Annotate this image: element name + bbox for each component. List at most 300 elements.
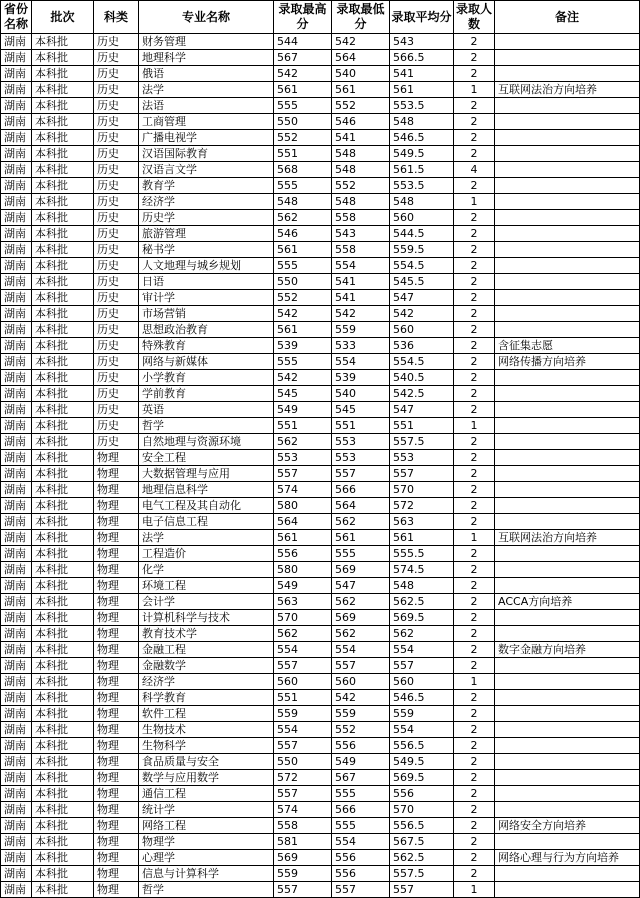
table-cell: 本科批: [32, 610, 94, 626]
table-row: [1, 578, 640, 594]
table-cell: 549: [274, 402, 332, 418]
table-cell: 554: [332, 354, 390, 370]
table-cell: 历史: [94, 306, 139, 322]
table-cell: 559: [274, 866, 332, 882]
table-cell: 物理学: [139, 834, 274, 850]
table-cell: 本科批: [32, 578, 94, 594]
table-cell: 557: [390, 466, 454, 482]
table-cell: 本科批: [32, 850, 94, 866]
table-cell: [495, 546, 640, 562]
table-cell: 历史: [94, 402, 139, 418]
table-cell: 本科批: [32, 402, 94, 418]
table-cell: 554: [332, 258, 390, 274]
table-cell: 安全工程: [139, 450, 274, 466]
table-cell: 561: [390, 82, 454, 98]
table-row: [1, 178, 640, 194]
table-cell: 湖南: [1, 594, 32, 610]
table-cell: 本科批: [32, 834, 94, 850]
table-cell: 湖南: [1, 258, 32, 274]
table-cell: 549.5: [390, 146, 454, 162]
table-cell: [495, 274, 640, 290]
table-cell: 物理: [94, 498, 139, 514]
table-cell: 本科批: [32, 290, 94, 306]
table-row: [1, 210, 640, 226]
table-cell: 物理: [94, 658, 139, 674]
table-cell: 汉语国际教育: [139, 146, 274, 162]
table-cell: 561: [274, 242, 332, 258]
table-cell: [495, 690, 640, 706]
table-cell: [495, 514, 640, 530]
table-cell: 小学教育: [139, 370, 274, 386]
table-cell: [495, 722, 640, 738]
table-cell: [495, 882, 640, 898]
table-cell: [495, 306, 640, 322]
table-cell: 本科批: [32, 514, 94, 530]
table-cell: 543: [332, 226, 390, 242]
table-cell: 572: [390, 498, 454, 514]
table-cell: 2: [454, 66, 495, 82]
table-cell: 湖南: [1, 802, 32, 818]
table-cell: 湖南: [1, 402, 32, 418]
table-cell: 549.5: [390, 754, 454, 770]
table-cell: [495, 658, 640, 674]
table-cell: 546: [274, 226, 332, 242]
table-cell: 物理: [94, 642, 139, 658]
table-cell: 软件工程: [139, 706, 274, 722]
table-cell: 法语: [139, 98, 274, 114]
table-cell: 本科批: [32, 354, 94, 370]
table-cell: 含征集志愿: [495, 338, 640, 354]
table-row: [1, 338, 640, 354]
table-cell: 545.5: [390, 274, 454, 290]
table-cell: 570: [274, 610, 332, 626]
table-cell: 历史: [94, 98, 139, 114]
table-cell: 物理: [94, 850, 139, 866]
table-cell: 561: [390, 530, 454, 546]
table-cell: 心理学: [139, 850, 274, 866]
table-cell: 物理: [94, 690, 139, 706]
table-cell: 542: [332, 306, 390, 322]
table-cell: 555: [332, 546, 390, 562]
table-cell: 本科批: [32, 770, 94, 786]
table-cell: 2: [454, 834, 495, 850]
table-cell: 会计学: [139, 594, 274, 610]
table-cell: 553: [332, 450, 390, 466]
table-cell: 湖南: [1, 562, 32, 578]
table-cell: 历史: [94, 418, 139, 434]
table-row: [1, 562, 640, 578]
table-cell: 物理: [94, 482, 139, 498]
table-cell: [495, 562, 640, 578]
table-cell: 558: [332, 210, 390, 226]
table-cell: 秘书学: [139, 242, 274, 258]
table-cell: 2: [454, 370, 495, 386]
table-cell: 湖南: [1, 34, 32, 50]
table-cell: 559: [332, 322, 390, 338]
table-cell: 551: [274, 690, 332, 706]
table-cell: 559: [390, 706, 454, 722]
table-cell: 554: [332, 642, 390, 658]
table-cell: 554: [390, 722, 454, 738]
table-cell: 539: [274, 338, 332, 354]
table-cell: 物理: [94, 450, 139, 466]
table-cell: 540.5: [390, 370, 454, 386]
table-row: [1, 162, 640, 178]
table-cell: 564: [332, 50, 390, 66]
table-cell: 物理: [94, 514, 139, 530]
table-cell: 2: [454, 754, 495, 770]
table-cell: 本科批: [32, 322, 94, 338]
table-cell: 2: [454, 114, 495, 130]
table-cell: 本科批: [32, 754, 94, 770]
table-cell: 学前教育: [139, 386, 274, 402]
table-cell: 555: [274, 98, 332, 114]
table-cell: 本科批: [32, 866, 94, 882]
table-cell: 2: [454, 434, 495, 450]
table-cell: 历史: [94, 162, 139, 178]
table-cell: 556: [332, 866, 390, 882]
table-cell: 548: [390, 194, 454, 210]
table-cell: 563: [390, 514, 454, 530]
table-cell: 湖南: [1, 882, 32, 898]
table-cell: 湖南: [1, 498, 32, 514]
table-cell: 历史: [94, 194, 139, 210]
table-cell: 财务管理: [139, 34, 274, 50]
table-cell: 历史: [94, 258, 139, 274]
table-cell: 566: [332, 802, 390, 818]
table-cell: 2: [454, 34, 495, 50]
table-cell: 本科批: [32, 466, 94, 482]
table-cell: 本科批: [32, 178, 94, 194]
table-row: [1, 402, 640, 418]
table-row: [1, 866, 640, 882]
table-cell: 554.5: [390, 354, 454, 370]
table-cell: 542: [274, 66, 332, 82]
table-row: [1, 530, 640, 546]
table-cell: 湖南: [1, 210, 32, 226]
table-cell: 2: [454, 178, 495, 194]
table-cell: 哲学: [139, 418, 274, 434]
table-cell: 552: [332, 722, 390, 738]
table-cell: 2: [454, 770, 495, 786]
table-cell: 539: [332, 370, 390, 386]
table-row: [1, 850, 640, 866]
table-cell: 本科批: [32, 658, 94, 674]
table-row: [1, 514, 640, 530]
table-cell: [495, 130, 640, 146]
table-cell: [495, 66, 640, 82]
table-cell: 历史: [94, 290, 139, 306]
table-cell: 历史: [94, 338, 139, 354]
table-cell: [495, 450, 640, 466]
table-cell: 557: [274, 786, 332, 802]
table-row: [1, 306, 640, 322]
table-cell: 本科批: [32, 98, 94, 114]
table-cell: 557: [332, 882, 390, 898]
table-cell: [495, 482, 640, 498]
table-cell: 551: [332, 418, 390, 434]
table-cell: 历史: [94, 210, 139, 226]
table-cell: 湖南: [1, 162, 32, 178]
table-cell: 物理: [94, 722, 139, 738]
table-cell: 湖南: [1, 434, 32, 450]
table-cell: 540: [332, 66, 390, 82]
table-cell: 物理: [94, 578, 139, 594]
table-cell: 2: [454, 322, 495, 338]
table-cell: 历史: [94, 434, 139, 450]
table-cell: 2: [454, 338, 495, 354]
table-row: [1, 66, 640, 82]
table-cell: 湖南: [1, 322, 32, 338]
table-row: [1, 450, 640, 466]
table-cell: 562: [274, 434, 332, 450]
table-cell: 561: [274, 530, 332, 546]
table-cell: 559.5: [390, 242, 454, 258]
table-cell: 物理: [94, 834, 139, 850]
table-cell: 549: [332, 754, 390, 770]
table-cell: 570: [390, 482, 454, 498]
table-cell: 本科批: [32, 594, 94, 610]
table-cell: 2: [454, 146, 495, 162]
table-cell: 552: [274, 130, 332, 146]
table-cell: 自然地理与资源环境: [139, 434, 274, 450]
table-cell: 湖南: [1, 850, 32, 866]
table-row: [1, 818, 640, 834]
table-cell: 2: [454, 482, 495, 498]
table-cell: 536: [390, 338, 454, 354]
table-cell: [495, 770, 640, 786]
table-cell: 2: [454, 242, 495, 258]
table-cell: 557: [274, 738, 332, 754]
table-cell: 548: [390, 114, 454, 130]
table-cell: 科学教育: [139, 690, 274, 706]
table-cell: 557: [390, 658, 454, 674]
table-cell: 历史: [94, 370, 139, 386]
table-cell: [495, 114, 640, 130]
table-cell: 食品质量与安全: [139, 754, 274, 770]
table-cell: 本科批: [32, 66, 94, 82]
table-cell: 553.5: [390, 178, 454, 194]
table-cell: 551: [390, 418, 454, 434]
table-cell: 553: [332, 434, 390, 450]
table-cell: 湖南: [1, 834, 32, 850]
table-cell: 545: [332, 402, 390, 418]
table-cell: 560: [390, 322, 454, 338]
table-cell: [495, 226, 640, 242]
table-row: [1, 786, 640, 802]
table-cell: 543: [390, 34, 454, 50]
table-cell: 566.5: [390, 50, 454, 66]
table-cell: 558: [332, 242, 390, 258]
table-cell: [495, 402, 640, 418]
table-cell: 574: [274, 482, 332, 498]
header-cell: 录取人数: [454, 1, 495, 34]
table-cell: 533: [332, 338, 390, 354]
table-row: [1, 754, 640, 770]
table-row: [1, 674, 640, 690]
table-cell: 2: [454, 866, 495, 882]
table-cell: 2: [454, 690, 495, 706]
table-cell: 网络安全方向培养: [495, 818, 640, 834]
table-cell: 湖南: [1, 514, 32, 530]
table-cell: 569.5: [390, 770, 454, 786]
table-cell: [495, 242, 640, 258]
table-cell: 物理: [94, 594, 139, 610]
table-row: [1, 642, 640, 658]
table-cell: 电气工程及其自动化: [139, 498, 274, 514]
table-cell: 经济学: [139, 194, 274, 210]
table-cell: 湖南: [1, 370, 32, 386]
table-cell: 556.5: [390, 738, 454, 754]
table-row: [1, 834, 640, 850]
table-cell: 551: [274, 146, 332, 162]
table-row: [1, 98, 640, 114]
table-cell: 湖南: [1, 530, 32, 546]
table-cell: 物理: [94, 882, 139, 898]
table-cell: 540: [332, 386, 390, 402]
table-cell: 本科批: [32, 482, 94, 498]
table-cell: 大数据管理与应用: [139, 466, 274, 482]
table-cell: 网络与新媒体: [139, 354, 274, 370]
table-cell: 湖南: [1, 626, 32, 642]
table-cell: 本科批: [32, 338, 94, 354]
table-cell: 2: [454, 514, 495, 530]
table-cell: 湖南: [1, 770, 32, 786]
table-cell: 湖南: [1, 706, 32, 722]
table-cell: 本科批: [32, 194, 94, 210]
table-cell: [495, 434, 640, 450]
table-row: [1, 242, 640, 258]
table-cell: 湖南: [1, 482, 32, 498]
table-row: [1, 274, 640, 290]
table-cell: 562.5: [390, 594, 454, 610]
table-cell: 湖南: [1, 450, 32, 466]
table-cell: 557: [332, 658, 390, 674]
table-cell: 2: [454, 562, 495, 578]
table-cell: 本科批: [32, 82, 94, 98]
table-cell: 市场营销: [139, 306, 274, 322]
table-cell: 2: [454, 450, 495, 466]
table-cell: 湖南: [1, 722, 32, 738]
table-cell: 2: [454, 402, 495, 418]
table-cell: 550: [274, 274, 332, 290]
table-cell: 通信工程: [139, 786, 274, 802]
table-cell: 地理信息科学: [139, 482, 274, 498]
table-cell: 554: [332, 834, 390, 850]
table-cell: 工商管理: [139, 114, 274, 130]
table-cell: [495, 370, 640, 386]
table-cell: 581: [274, 834, 332, 850]
table-cell: 556: [390, 786, 454, 802]
table-cell: 本科批: [32, 546, 94, 562]
header-cell: 录取最低分: [332, 1, 390, 34]
table-cell: 本科批: [32, 722, 94, 738]
table-cell: 556: [332, 738, 390, 754]
table-cell: 历史: [94, 178, 139, 194]
table-cell: 2: [454, 818, 495, 834]
table-cell: 本科批: [32, 370, 94, 386]
table-cell: [495, 866, 640, 882]
table-cell: 历史: [94, 66, 139, 82]
table-cell: 557.5: [390, 866, 454, 882]
table-cell: 2: [454, 290, 495, 306]
table-cell: 557: [332, 466, 390, 482]
table-cell: 566: [332, 482, 390, 498]
table-cell: 湖南: [1, 418, 32, 434]
table-cell: 560: [332, 674, 390, 690]
table-cell: 554: [390, 642, 454, 658]
table-cell: 本科批: [32, 450, 94, 466]
table-cell: 562: [332, 594, 390, 610]
table-cell: 本科批: [32, 818, 94, 834]
table-cell: 553.5: [390, 98, 454, 114]
table-row: [1, 466, 640, 482]
table-cell: [495, 466, 640, 482]
table-cell: 湖南: [1, 786, 32, 802]
table-cell: 历史: [94, 386, 139, 402]
table-cell: 544.5: [390, 226, 454, 242]
table-cell: 人文地理与城乡规划: [139, 258, 274, 274]
table-cell: 湖南: [1, 98, 32, 114]
table-cell: 地理科学: [139, 50, 274, 66]
table-cell: 本科批: [32, 626, 94, 642]
table-cell: 547: [390, 290, 454, 306]
table-cell: 物理: [94, 802, 139, 818]
table-cell: 法学: [139, 530, 274, 546]
table-cell: 历史: [94, 130, 139, 146]
table-cell: 本科批: [32, 434, 94, 450]
header-row: [1, 1, 640, 34]
table-row: [1, 114, 640, 130]
table-cell: 557: [390, 882, 454, 898]
table-cell: 2: [454, 850, 495, 866]
table-cell: 历史: [94, 226, 139, 242]
table-cell: 历史学: [139, 210, 274, 226]
table-cell: [495, 322, 640, 338]
table-cell: 548: [332, 194, 390, 210]
table-cell: 558: [274, 818, 332, 834]
table-cell: 数字金融方向培养: [495, 642, 640, 658]
table-cell: 550: [274, 114, 332, 130]
table-cell: 546.5: [390, 690, 454, 706]
table-cell: 541: [332, 274, 390, 290]
table-cell: 湖南: [1, 386, 32, 402]
table-row: [1, 626, 640, 642]
table-cell: 2: [454, 658, 495, 674]
table-row: [1, 130, 640, 146]
table-cell: 542.5: [390, 386, 454, 402]
table-cell: 2: [454, 498, 495, 514]
table-cell: 545: [274, 386, 332, 402]
table-cell: 湖南: [1, 82, 32, 98]
table-cell: 湖南: [1, 610, 32, 626]
table-cell: 2: [454, 706, 495, 722]
table-cell: 湖南: [1, 546, 32, 562]
table-cell: 物理: [94, 786, 139, 802]
table-row: [1, 722, 640, 738]
table-cell: 旅游管理: [139, 226, 274, 242]
table-cell: [495, 194, 640, 210]
table-cell: 本科批: [32, 674, 94, 690]
table-cell: 542: [390, 306, 454, 322]
table-row: [1, 146, 640, 162]
table-cell: 本科批: [32, 226, 94, 242]
table-cell: 554: [274, 722, 332, 738]
table-cell: [495, 34, 640, 50]
table-cell: 湖南: [1, 274, 32, 290]
table-cell: 555: [274, 354, 332, 370]
table-cell: 特殊教育: [139, 338, 274, 354]
